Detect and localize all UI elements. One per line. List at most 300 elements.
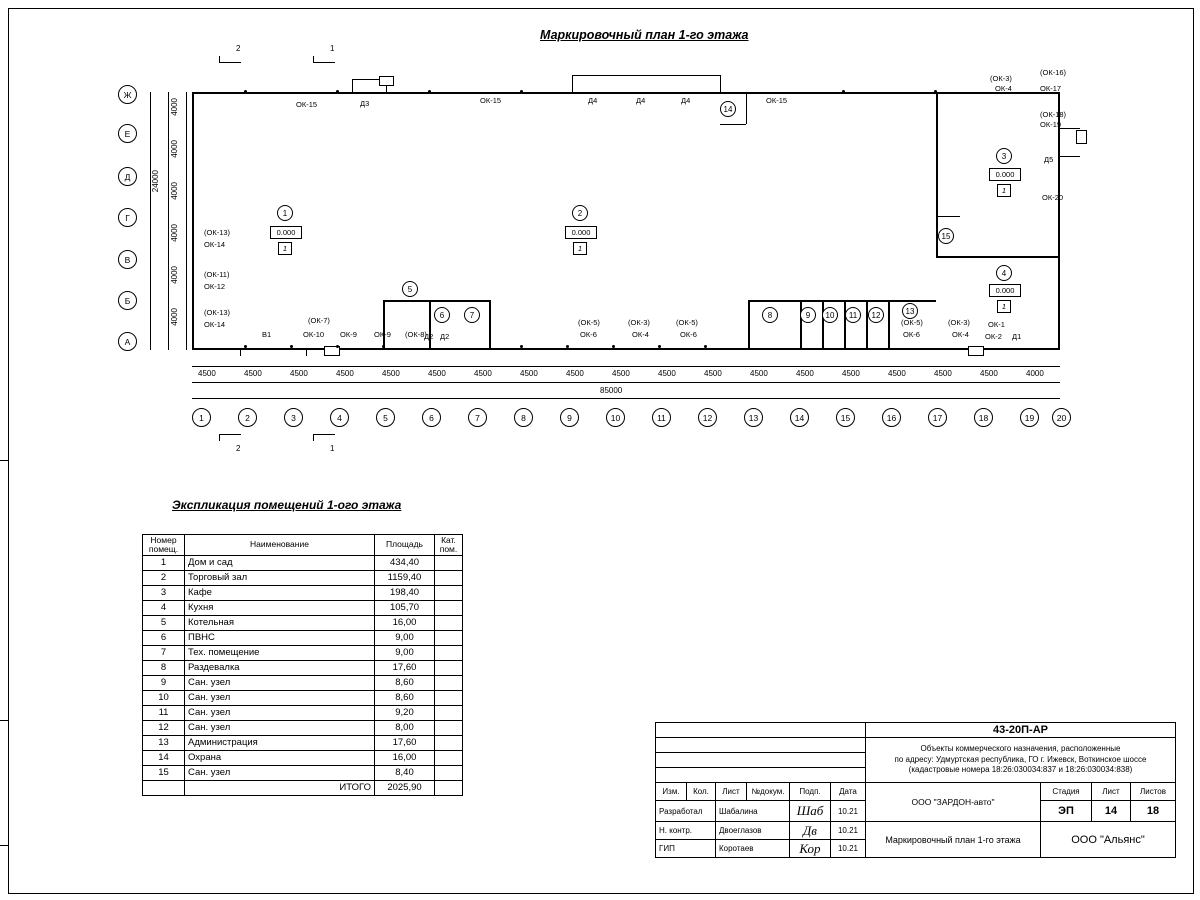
section-leader xyxy=(313,62,335,63)
cell-name: Администрация xyxy=(185,735,375,750)
axis-circle-horizontal: 11 xyxy=(652,408,671,427)
dim-horizontal: 4500 xyxy=(198,369,216,378)
room-marker-10: 10 xyxy=(822,307,838,323)
cell-number: 9 xyxy=(143,675,185,690)
axis-circle-horizontal: 18 xyxy=(974,408,993,427)
column-dot xyxy=(520,345,523,348)
axis-circle-horizontal: 15 xyxy=(836,408,855,427)
dim-horizontal: 4500 xyxy=(244,369,262,378)
cell-kat xyxy=(435,765,463,780)
guard-room-right xyxy=(746,92,747,124)
lists-header: Листов xyxy=(1131,783,1176,801)
table-row xyxy=(143,705,463,720)
section-mark-1-bottom: 1 xyxy=(330,444,335,453)
section-tick xyxy=(219,434,220,441)
cell-number: 11 xyxy=(143,705,185,720)
window-label: ОК-9 xyxy=(340,330,357,339)
axis-circle-horizontal: 12 xyxy=(698,408,717,427)
cell-area: 8,60 xyxy=(375,690,435,705)
section-mark-2-bottom: 2 xyxy=(236,444,241,453)
cell-name: Охрана xyxy=(185,750,375,765)
cell-number: 3 xyxy=(143,585,185,600)
cell-area: 17,60 xyxy=(375,660,435,675)
stage-value: ЭП xyxy=(1041,801,1092,822)
door-label: В1 xyxy=(262,330,272,339)
window-label: ОК-6 xyxy=(580,330,597,339)
column-dot xyxy=(612,345,615,348)
cell-name: Торговый зал xyxy=(185,570,375,585)
window-label: ОК-14 xyxy=(204,240,226,249)
dim-horizontal: 4500 xyxy=(612,369,630,378)
column-dot xyxy=(336,345,339,348)
cell-kat xyxy=(435,690,463,705)
room-marker-6: 6 xyxy=(434,307,450,323)
window-label: ОК-6 xyxy=(680,330,697,339)
role-date: 10.21 xyxy=(831,822,866,840)
axis-circle-horizontal: 3 xyxy=(284,408,303,427)
object-line-2: по адресу: Удмуртская республика, ГО г. Ижевск, Воткинское шоссе xyxy=(894,754,1147,764)
header-kat: Кат. пом. xyxy=(435,535,463,556)
cell-number: 4 xyxy=(143,600,185,615)
axis-circle-horizontal: 1 xyxy=(192,408,211,427)
column-data: Дата xyxy=(831,783,866,801)
table-row xyxy=(143,720,463,735)
level-mark-1: 0.000 xyxy=(270,226,302,239)
window-label: (ОК-3) xyxy=(990,74,1012,83)
west-porch-bottom xyxy=(240,348,306,349)
west-porch-left xyxy=(240,348,241,356)
dim-horizontal: 4500 xyxy=(474,369,492,378)
section-mark-1-top: 1 xyxy=(330,44,335,53)
room-marker-1: 1 xyxy=(277,205,293,221)
window-label: ОК-14 xyxy=(204,320,226,329)
guard-room-bottom xyxy=(720,124,746,125)
object-line-1: Объекты коммерческого назначения, расположенные xyxy=(920,743,1121,753)
window-label: (ОК-8) xyxy=(405,330,427,339)
cell-number: 6 xyxy=(143,630,185,645)
room-marker-2: 2 xyxy=(572,205,588,221)
partition-boiler-north xyxy=(383,300,489,302)
dim-vertical: 4000 xyxy=(170,98,179,116)
cell-number: 7 xyxy=(143,645,185,660)
door-symbol-d1 xyxy=(968,346,984,356)
cell-kat xyxy=(435,555,463,570)
level-mark-3: 0.000 xyxy=(989,168,1021,181)
explication-title: Экспликация помещений 1-ого этажа xyxy=(172,498,402,512)
cell-area: 434,40 xyxy=(375,555,435,570)
cell-area: 198,40 xyxy=(375,585,435,600)
total-value: 2025,90 xyxy=(375,780,435,795)
role-name: Коротаев xyxy=(716,840,790,858)
cell-number: 2 xyxy=(143,570,185,585)
stamp-row-code xyxy=(656,723,1176,738)
cell-area: 8,60 xyxy=(375,675,435,690)
total-kat xyxy=(435,780,463,795)
cell-number: 10 xyxy=(143,690,185,705)
total-blank xyxy=(143,780,185,795)
dim-vertical: 4000 xyxy=(170,224,179,242)
axis-circle-vertical: Е xyxy=(118,124,137,143)
column-dot xyxy=(566,345,569,348)
cell-number: 12 xyxy=(143,720,185,735)
column-dot xyxy=(934,90,937,93)
cell-kat xyxy=(435,645,463,660)
cell-name: Тех. помещение xyxy=(185,645,375,660)
entrance-canopy-right xyxy=(720,75,721,93)
window-label: (ОК-18) xyxy=(1040,110,1067,119)
table-total-row xyxy=(143,780,463,795)
title-block xyxy=(655,722,1176,858)
axis-circle-horizontal: 8 xyxy=(514,408,533,427)
wall-south xyxy=(192,348,1060,350)
dim-vertical: 4000 xyxy=(170,182,179,200)
dim-vertical-total: 24000 xyxy=(151,170,160,193)
door-label: Д2 xyxy=(424,332,434,341)
room-marker-11: 11 xyxy=(845,307,861,323)
cell-name: Кафе xyxy=(185,585,375,600)
axis-circle-vertical: Д xyxy=(118,167,137,186)
room-marker-3: 3 xyxy=(996,148,1012,164)
section-leader xyxy=(313,434,335,435)
door-d3-niche-left xyxy=(352,79,353,93)
dim-line-vertical xyxy=(168,92,169,350)
role-name: Двоеглазов xyxy=(716,822,790,840)
dim-horizontal: 4000 xyxy=(1026,369,1044,378)
customer-cell: ООО "ЗАРДОН-авто" xyxy=(866,783,1041,822)
section-mark-2-top: 2 xyxy=(236,44,241,53)
level-mark-2: 0.000 xyxy=(565,226,597,239)
header-area: Площадь xyxy=(375,535,435,556)
cell-kat xyxy=(435,630,463,645)
room-marker-4: 4 xyxy=(996,265,1012,281)
cell-name: Раздевалка xyxy=(185,660,375,675)
room-tag-3: 1 xyxy=(997,184,1011,197)
axis-circle-horizontal: 9 xyxy=(560,408,579,427)
window-label: ОК-17 xyxy=(1040,84,1062,93)
door-label: Д4 xyxy=(636,96,646,105)
cell-area: 105,70 xyxy=(375,600,435,615)
dim-horizontal: 4500 xyxy=(934,369,952,378)
door-label: Д4 xyxy=(681,96,691,105)
window-label: (ОК-5) xyxy=(578,318,600,327)
cell-area: 1159,40 xyxy=(375,570,435,585)
door-symbol-d3 xyxy=(379,76,394,86)
cell-area: 17,60 xyxy=(375,735,435,750)
design-company: ООО "Альянс" xyxy=(1041,822,1176,858)
window-label: ОК-20 xyxy=(1042,193,1064,202)
cell-name: Сан. узел xyxy=(185,765,375,780)
cell-kat xyxy=(435,615,463,630)
window-label: ОК-12 xyxy=(204,282,226,291)
project-code: 43-20П-АР xyxy=(866,723,1176,738)
cell-number: 15 xyxy=(143,765,185,780)
window-label: ОК-6 xyxy=(903,330,920,339)
dim-horizontal: 4500 xyxy=(566,369,584,378)
window-label: (ОК-5) xyxy=(901,318,923,327)
dim-horizontal: 4500 xyxy=(336,369,354,378)
role-signature: Шаб xyxy=(790,801,831,822)
role-label: ГИП xyxy=(656,840,716,858)
dim-horizontal: 4500 xyxy=(290,369,308,378)
table-row xyxy=(143,735,463,750)
edge-tick xyxy=(0,720,8,721)
partition-wc-3 xyxy=(822,300,824,348)
room-marker-12: 12 xyxy=(868,307,884,323)
role-signature: Кор xyxy=(790,840,831,858)
column-dot xyxy=(336,90,339,93)
partition-wc-4 xyxy=(844,300,846,348)
column-dot xyxy=(842,90,845,93)
list-header: Лист xyxy=(1092,783,1131,801)
window-label: (ОК-13) xyxy=(204,228,231,237)
room-marker-13: 13 xyxy=(902,303,918,319)
axis-circle-horizontal: 13 xyxy=(744,408,763,427)
axis-circle-horizontal: 16 xyxy=(882,408,901,427)
role-name: Шабалина xyxy=(716,801,790,822)
dim-line-vertical-inner xyxy=(186,92,187,350)
column-dot xyxy=(704,345,707,348)
east-entry-top xyxy=(1058,128,1080,129)
window-label: ОК-19 xyxy=(1040,120,1062,129)
stamp-grid-cell xyxy=(656,738,866,753)
partition-kitchen-north xyxy=(936,256,1060,258)
cell-name: Дом и сад xyxy=(185,555,375,570)
object-description xyxy=(866,738,1176,783)
stamp-grid-cell xyxy=(656,768,866,783)
explication-table xyxy=(142,534,463,796)
axis-circle-horizontal: 5 xyxy=(376,408,395,427)
list-value: 14 xyxy=(1092,801,1131,822)
section-tick xyxy=(313,56,314,63)
entrance-canopy-top xyxy=(572,75,720,76)
role-label: Разработал xyxy=(656,801,716,822)
cell-name: Сан. узел xyxy=(185,705,375,720)
room-marker-8: 8 xyxy=(762,307,778,323)
header-number: Номер помещ. xyxy=(143,535,185,556)
cell-area: 8,40 xyxy=(375,765,435,780)
dim-horizontal: 4500 xyxy=(658,369,676,378)
window-label: (ОК-3) xyxy=(948,318,970,327)
cell-kat xyxy=(435,600,463,615)
cell-kat xyxy=(435,660,463,675)
stamp-row-object1 xyxy=(656,738,1176,753)
dim-line-horizontal xyxy=(192,366,1060,367)
room-tag-1: 1 xyxy=(278,242,292,255)
header-name: Наименование xyxy=(185,535,375,556)
column-dot xyxy=(520,90,523,93)
cell-name: Сан. узел xyxy=(185,690,375,705)
role-date: 10.21 xyxy=(831,840,866,858)
edge-tick xyxy=(0,845,8,846)
cell-name: Сан. узел xyxy=(185,720,375,735)
dim-horizontal: 4500 xyxy=(520,369,538,378)
partition-wc-north xyxy=(748,300,936,302)
section-tick xyxy=(313,434,314,441)
cell-kat xyxy=(435,675,463,690)
window-label: (ОК-13) xyxy=(204,308,231,317)
room-tag-4: 1 xyxy=(997,300,1011,313)
window-label: (ОК-7) xyxy=(308,316,330,325)
dim-horizontal: 4500 xyxy=(980,369,998,378)
dim-line-horizontal-total xyxy=(192,398,1060,399)
cell-area: 9,20 xyxy=(375,705,435,720)
guard-room-top xyxy=(720,92,746,93)
wall-north xyxy=(192,92,1060,94)
table-row xyxy=(143,750,463,765)
room-marker-7: 7 xyxy=(464,307,480,323)
cell-area: 8,00 xyxy=(375,720,435,735)
cell-kat xyxy=(435,585,463,600)
cell-number: 1 xyxy=(143,555,185,570)
wc15-north xyxy=(936,216,960,217)
door-symbol-d5 xyxy=(1076,130,1087,144)
dim-horizontal: 4500 xyxy=(888,369,906,378)
table-row xyxy=(143,690,463,705)
dim-line-vertical-outer xyxy=(150,92,151,350)
role-signature: Дв xyxy=(790,822,831,840)
column-dot xyxy=(658,345,661,348)
dim-horizontal: 4500 xyxy=(382,369,400,378)
cell-area: 16,00 xyxy=(375,615,435,630)
dim-horizontal-total: 85000 xyxy=(600,386,623,395)
window-label: (ОК-3) xyxy=(628,318,650,327)
dim-horizontal: 4500 xyxy=(842,369,860,378)
window-label: ОК-15 xyxy=(296,100,318,109)
column-izm: Изм. xyxy=(656,783,687,801)
table-row xyxy=(143,600,463,615)
door-label: Д3 xyxy=(360,99,370,108)
window-label: ОК-10 xyxy=(303,330,325,339)
dim-horizontal: 4500 xyxy=(704,369,722,378)
cell-kat xyxy=(435,705,463,720)
total-label: ИТОГО xyxy=(185,780,375,795)
cell-number: 13 xyxy=(143,735,185,750)
room-marker-9: 9 xyxy=(800,307,816,323)
column-dot xyxy=(382,345,385,348)
east-entry-bottom xyxy=(1058,156,1080,157)
table-row xyxy=(143,615,463,630)
table-row xyxy=(143,570,463,585)
cell-number: 5 xyxy=(143,615,185,630)
window-label: ОК-4 xyxy=(632,330,649,339)
cell-name: Сан. узел xyxy=(185,675,375,690)
role-date: 10.21 xyxy=(831,801,866,822)
room-marker-14: 14 xyxy=(720,101,736,117)
wc15-west xyxy=(936,216,937,256)
column-podp: Подп. xyxy=(790,783,831,801)
cell-area: 9,00 xyxy=(375,645,435,660)
cell-kat xyxy=(435,570,463,585)
cell-kat xyxy=(435,750,463,765)
axis-circle-vertical: Ж xyxy=(118,85,137,104)
stamp-grid-cell xyxy=(656,753,866,768)
door-label: Д5 xyxy=(1044,155,1054,164)
axis-circle-horizontal: 20 xyxy=(1052,408,1071,427)
axis-circle-horizontal: 6 xyxy=(422,408,441,427)
axis-circle-vertical: Б xyxy=(118,291,137,310)
axis-circle-horizontal: 2 xyxy=(238,408,257,427)
dim-horizontal: 4500 xyxy=(428,369,446,378)
window-label: ОК-15 xyxy=(766,96,788,105)
room-tag-2: 1 xyxy=(573,242,587,255)
table-row xyxy=(143,765,463,780)
table-row xyxy=(143,660,463,675)
axis-circle-horizontal: 10 xyxy=(606,408,625,427)
entrance-canopy-left xyxy=(572,75,573,93)
partition-admin xyxy=(888,300,890,348)
page-title: Маркировочный план 1-го этажа xyxy=(540,28,749,42)
object-line-3: (кадастровые номера 18:26:030034:837 и 18:26:030034:838) xyxy=(908,765,1133,775)
partition-wc-2 xyxy=(800,300,802,348)
dim-vertical: 4000 xyxy=(170,308,179,326)
axis-circle-vertical: В xyxy=(118,250,137,269)
role-label: Н. контр. xyxy=(656,822,716,840)
column-dot xyxy=(290,345,293,348)
stamp-row-columns xyxy=(656,783,1176,801)
section-leader xyxy=(219,434,241,435)
table-row xyxy=(143,675,463,690)
dim-horizontal: 4500 xyxy=(796,369,814,378)
column-kol: Кол. xyxy=(687,783,716,801)
table-row xyxy=(143,585,463,600)
wall-west xyxy=(192,92,194,350)
axis-circle-vertical: А xyxy=(118,332,137,351)
partition-boiler-east xyxy=(489,300,491,348)
window-label: (ОК-5) xyxy=(676,318,698,327)
section-tick xyxy=(219,56,220,63)
door-label: Д1 xyxy=(1012,332,1022,341)
axis-circle-horizontal: 17 xyxy=(928,408,947,427)
dim-line-horizontal-2 xyxy=(192,382,1060,383)
window-label: ОК-9 xyxy=(374,330,391,339)
column-list: Лист xyxy=(716,783,747,801)
axis-circle-horizontal: 7 xyxy=(468,408,487,427)
cell-area: 16,00 xyxy=(375,750,435,765)
window-label: ОК-2 xyxy=(985,332,1002,341)
window-label: ОК-4 xyxy=(952,330,969,339)
dim-horizontal: 4500 xyxy=(750,369,768,378)
dim-vertical: 4000 xyxy=(170,266,179,284)
west-porch-right xyxy=(306,348,307,356)
room-marker-5: 5 xyxy=(402,281,418,297)
dim-vertical: 4000 xyxy=(170,140,179,158)
axis-circle-horizontal: 4 xyxy=(330,408,349,427)
lists-value: 18 xyxy=(1131,801,1176,822)
partition-wc-5 xyxy=(866,300,868,348)
door-label: Д4 xyxy=(588,96,598,105)
stamp-row-role-2 xyxy=(656,822,1176,840)
column-ndokum: №докум. xyxy=(747,783,790,801)
cell-number: 8 xyxy=(143,660,185,675)
table-row xyxy=(143,630,463,645)
table-header-row xyxy=(143,535,463,556)
cell-area: 9,00 xyxy=(375,630,435,645)
stamp-grid-cell xyxy=(656,723,866,738)
axis-circle-horizontal: 19 xyxy=(1020,408,1039,427)
window-label: ОК-1 xyxy=(988,320,1005,329)
cell-kat xyxy=(435,735,463,750)
axis-circle-horizontal: 14 xyxy=(790,408,809,427)
window-label: ОК-4 xyxy=(995,84,1012,93)
column-dot xyxy=(244,90,247,93)
cell-number: 14 xyxy=(143,750,185,765)
column-dot xyxy=(244,345,247,348)
cell-name: Кухня xyxy=(185,600,375,615)
column-dot xyxy=(428,90,431,93)
cell-name: ПВНС xyxy=(185,630,375,645)
east-entry-v xyxy=(1058,128,1059,156)
door-label: Д2 xyxy=(440,332,450,341)
